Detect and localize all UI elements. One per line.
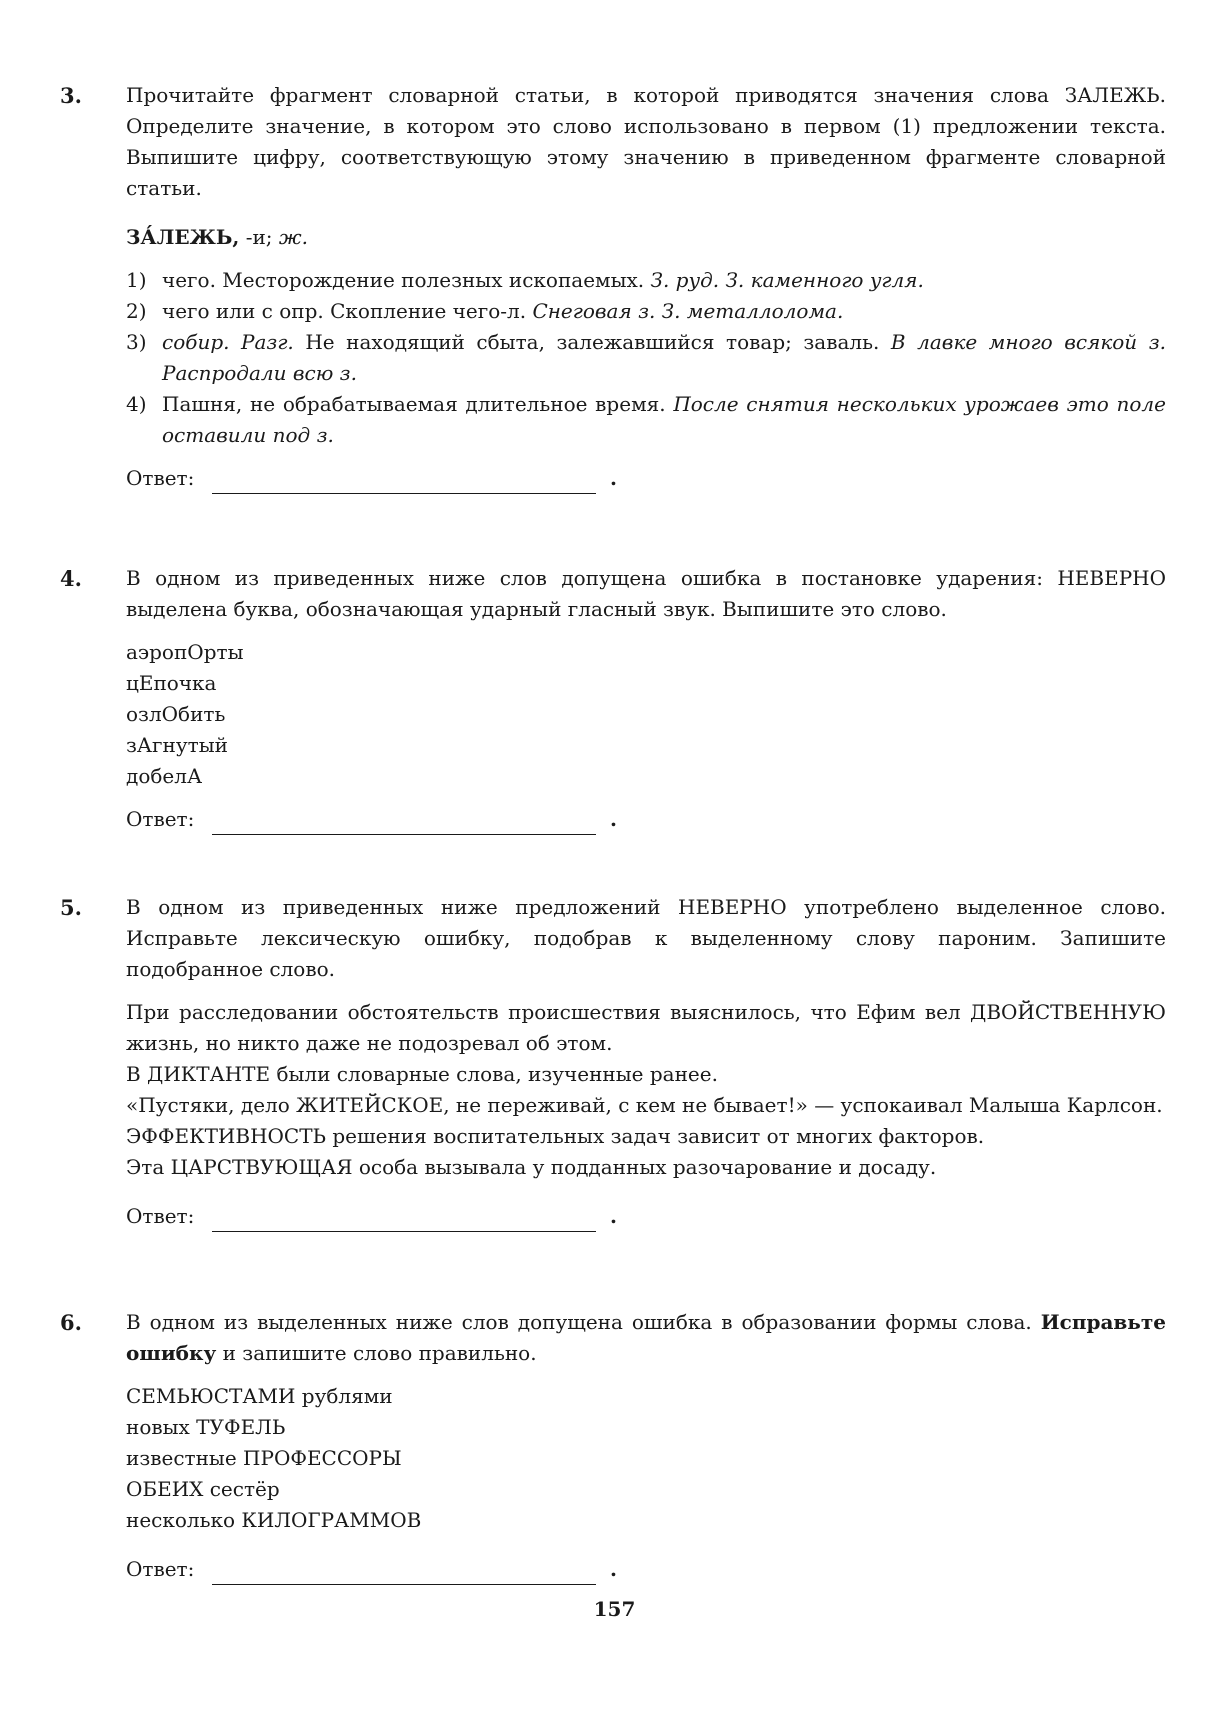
task-3 bbox=[60, 80, 1170, 494]
dictionary-headword: ЗА́ЛЕЖЬ, bbox=[126, 225, 240, 249]
answer-label: Ответ: bbox=[126, 807, 195, 831]
answer-field[interactable] bbox=[212, 1209, 596, 1232]
definition-example: З. руд. З. каменного угля. bbox=[650, 268, 924, 292]
task-number: 3. bbox=[60, 83, 82, 108]
word-option: озлОбить bbox=[126, 702, 226, 726]
task-prompt-end: и запишите слово правильно. bbox=[216, 1341, 537, 1365]
answer-row bbox=[126, 1201, 1166, 1232]
answer-label: Ответ: bbox=[126, 1557, 195, 1581]
phrase-option: известные ПРОФЕССОРЫ bbox=[126, 1446, 402, 1470]
task-prompt-emphasis: Исправьте ошибку bbox=[126, 1310, 1166, 1365]
word-option: аэропОрты bbox=[126, 640, 244, 664]
definition-number: 1) bbox=[126, 268, 147, 292]
phrase-option: новых ТУФЕЛЬ bbox=[126, 1415, 286, 1439]
definition-item bbox=[126, 265, 1166, 296]
definition-item bbox=[126, 296, 1166, 327]
phrase-option: несколько КИЛОГРАММОВ bbox=[126, 1508, 422, 1532]
definition-label: собир. Разг. bbox=[162, 330, 294, 354]
task-prompt: В одном из приведенных ниже предложений НЕВЕРНО употреблено выделенное слово. Исправьте лексическую ошибку, подобрав к выделенному слову пароним. Запишите подобранное слово. bbox=[126, 895, 1166, 981]
definition-text: чего. Месторождение полезных ископаемых. bbox=[162, 268, 651, 292]
answer-row bbox=[126, 1554, 1166, 1585]
answer-field[interactable] bbox=[212, 812, 596, 835]
headword-gender: ж. bbox=[278, 225, 308, 249]
definition-text: Пашня, не обрабатываемая длительное время. bbox=[162, 392, 674, 416]
answer-dot: . bbox=[610, 466, 617, 490]
phrase-list bbox=[126, 1381, 1166, 1536]
task-prompt: Прочитайте фрагмент словарной статьи, в которой приводятся значения слова ЗАЛЕЖЬ. Определите значение, в котором это слово использовано в первом (1) предложении текста. Выпишите цифру, соответствующую этому значению в приведенном фрагменте словарной статьи. bbox=[126, 83, 1166, 200]
answer-field[interactable] bbox=[212, 1562, 596, 1585]
task-prompt-text: В одном из выделенных ниже слов допущена ошибка в образовании формы слова. bbox=[126, 1310, 1041, 1334]
task-prompt: В одном из приведенных ниже слов допущена ошибка в постановке ударения: НЕВЕРНО выделена буква, обозначающая ударный гласный звук. Выпишите это слово. bbox=[126, 566, 1166, 621]
dictionary-definitions bbox=[126, 265, 1166, 451]
phrase-option: ОБЕИХ сестёр bbox=[126, 1477, 280, 1501]
answer-label: Ответ: bbox=[126, 466, 195, 490]
answer-field[interactable] bbox=[212, 471, 596, 494]
answer-dot: . bbox=[610, 1204, 617, 1228]
sentence-option: В ДИКТАНТЕ были словарные слова, изученные ранее. bbox=[126, 1062, 718, 1086]
word-option: цЕпочка bbox=[126, 671, 217, 695]
task-4 bbox=[60, 563, 1170, 835]
answer-dot: . bbox=[610, 1557, 617, 1581]
word-option: добелА bbox=[126, 764, 203, 788]
task-number: 5. bbox=[60, 895, 82, 920]
definition-example: Снеговая з. З. металлолома. bbox=[532, 299, 844, 323]
definition-text: чего или с опр. Скопление чего-л. bbox=[162, 299, 533, 323]
task-prompt bbox=[126, 1307, 1166, 1369]
phrase-option: СЕМЬЮСТАМИ рублями bbox=[126, 1384, 393, 1408]
answer-dot: . bbox=[610, 807, 617, 831]
definition-item bbox=[126, 327, 1166, 389]
sentence-option: Эта ЦАРСТВУЮЩАЯ особа вызывала у подданных разочарование и досаду. bbox=[126, 1155, 937, 1179]
task-number: 4. bbox=[60, 566, 82, 591]
word-list bbox=[126, 637, 1166, 792]
answer-row bbox=[126, 463, 1166, 494]
sentence-option: «Пустяки, дело ЖИТЕЙСКОЕ, не переживай, с кем не бывает!» — успокаивал Малыша Карлсон. bbox=[126, 1093, 1163, 1117]
definition-example: В лавке много всякой з. Распродали всю з. bbox=[162, 330, 1166, 385]
task-5 bbox=[60, 892, 1170, 1232]
answer-label: Ответ: bbox=[126, 1204, 195, 1228]
definition-text: Не находящий сбыта, залежавшийся товар; заваль. bbox=[293, 330, 891, 354]
sentence-option: При расследовании обстоятельств происшествия выяснилось, что Ефим вел ДВОЙСТВЕННУЮ жизнь, но никто даже не подозревал об этом. bbox=[126, 1000, 1166, 1055]
answer-row bbox=[126, 804, 1166, 835]
definition-example: После снятия нескольких урожаев это поле оставили под з. bbox=[162, 392, 1166, 447]
sentence-option: ЭФФЕКТИВНОСТЬ решения воспитательных задач зависит от многих факторов. bbox=[126, 1124, 985, 1148]
word-option: зАгнутый bbox=[126, 733, 228, 757]
definition-number: 4) bbox=[126, 392, 147, 416]
page-number: 157 bbox=[593, 1597, 636, 1621]
task-number: 6. bbox=[60, 1310, 82, 1335]
dictionary-headword-line bbox=[126, 222, 1166, 253]
task-6 bbox=[60, 1307, 1170, 1585]
definition-item bbox=[126, 389, 1166, 451]
definition-number: 2) bbox=[126, 299, 147, 323]
definition-number: 3) bbox=[126, 330, 147, 354]
headword-grammar: -и; bbox=[239, 225, 279, 249]
